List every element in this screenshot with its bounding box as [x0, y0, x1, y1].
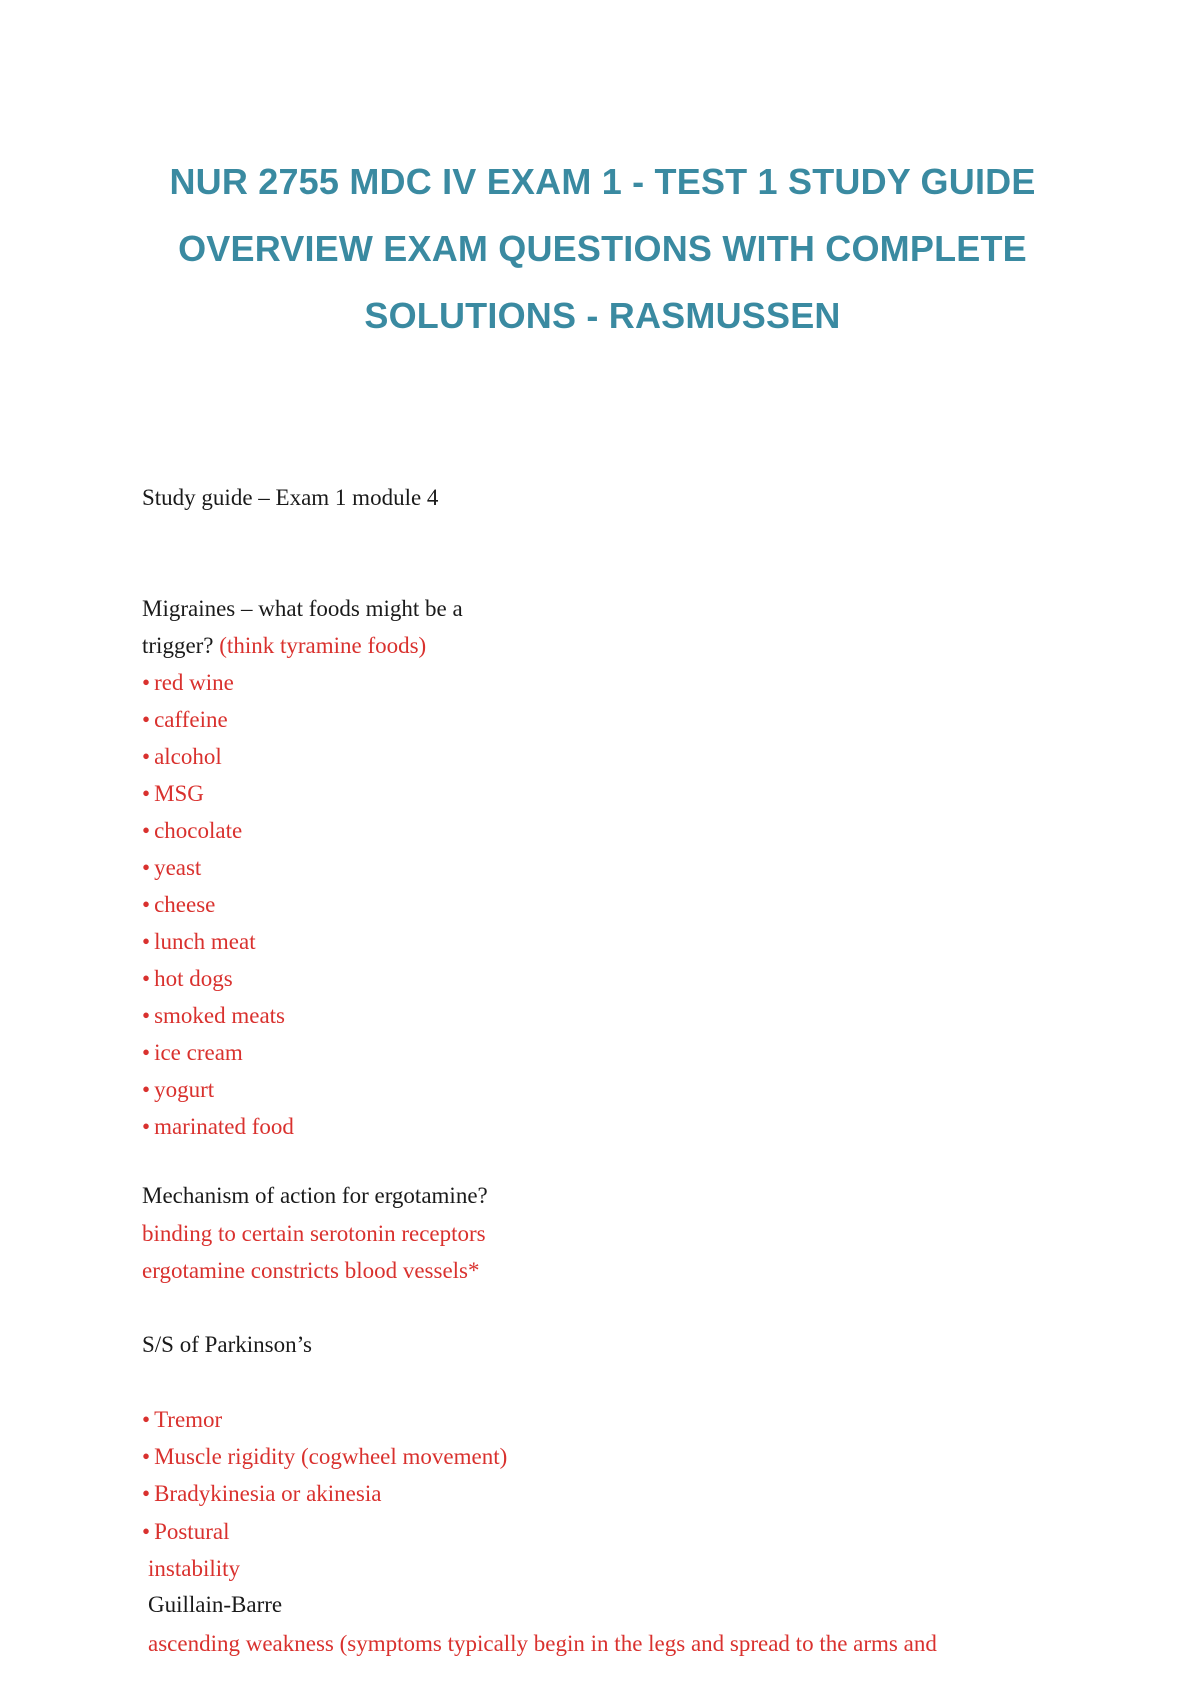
list-item: [142, 816, 242, 846]
bullet-icon: •: [142, 1003, 151, 1028]
symptom-label: Postural: [154, 1519, 230, 1544]
ergotamine-question: Mechanism of action for ergotamine?: [142, 1183, 488, 1208]
trigger-label: MSG: [154, 781, 204, 806]
bullet-icon: •: [142, 1040, 151, 1065]
document-title: [150, 148, 1055, 349]
bullet-icon: •: [142, 781, 151, 806]
ergotamine-answer-2: ergotamine constricts blood vessels*: [142, 1258, 480, 1283]
list-item: [142, 705, 228, 735]
trigger-label: yeast: [154, 855, 202, 880]
list-item: [142, 742, 222, 772]
bullet-icon: •: [142, 966, 151, 991]
bullet-icon: •: [142, 1114, 151, 1139]
ergotamine-answer-1: binding to certain serotonin receptors: [142, 1221, 486, 1246]
bullet-icon: •: [142, 707, 151, 732]
bullet-icon: •: [142, 670, 151, 695]
list-item: [142, 964, 233, 994]
list-item: [142, 890, 215, 920]
trigger-label: ice cream: [154, 1040, 243, 1065]
bullet-icon: •: [142, 1519, 151, 1544]
symptom-label: Tremor: [154, 1407, 223, 1432]
migraines-hint: (think tyramine foods): [219, 633, 427, 658]
list-item: [142, 1442, 507, 1472]
list-item: [142, 779, 204, 809]
migraines-question-line-1: Migraines – what foods might be a: [142, 596, 463, 621]
study-guide-subtitle: Study guide – Exam 1 module 4: [142, 485, 439, 510]
guillain-barre-answer: ascending weakness (symptoms typically begin in the legs and spread to the arms and: [148, 1631, 937, 1656]
guillain-barre-heading: Guillain-Barre: [148, 1592, 283, 1617]
bullet-icon: •: [142, 929, 151, 954]
bullet-icon: •: [142, 1407, 151, 1432]
title-line-2: OVERVIEW EXAM QUESTIONS WITH COMPLETE: [178, 228, 1027, 269]
trigger-label: chocolate: [154, 818, 243, 843]
list-item: [142, 1405, 222, 1435]
trigger-label: yogurt: [154, 1077, 215, 1102]
migraines-question-prefix: trigger?: [142, 633, 220, 658]
title-line-1: NUR 2755 MDC IV EXAM 1 - TEST 1 STUDY GUIDE: [169, 161, 1036, 202]
trigger-label: cheese: [154, 892, 216, 917]
bullet-icon: •: [142, 744, 151, 769]
bullet-icon: •: [142, 1481, 151, 1506]
bullet-icon: •: [142, 855, 151, 880]
trigger-label: smoked meats: [154, 1003, 286, 1028]
symptom-label: Muscle rigidity (cogwheel movement): [154, 1444, 508, 1469]
trigger-label: alcohol: [154, 744, 222, 769]
list-item: [142, 1001, 285, 1031]
list-item: [142, 853, 201, 883]
title-line-3: SOLUTIONS - RASMUSSEN: [364, 295, 841, 336]
list-item: [142, 1075, 214, 1105]
trigger-label: caffeine: [154, 707, 228, 732]
list-item: [142, 1038, 243, 1068]
list-item: [142, 1517, 229, 1547]
parkinsons-heading: S/S of Parkinson’s: [142, 1332, 312, 1357]
trigger-label: marinated food: [154, 1114, 294, 1139]
bullet-icon: •: [142, 818, 151, 843]
list-item: [142, 1112, 294, 1142]
list-item: [142, 1479, 381, 1509]
list-item: [142, 927, 256, 957]
trigger-label: lunch meat: [154, 929, 256, 954]
parkinsons-continuation: instability: [148, 1556, 240, 1581]
list-item: [142, 668, 234, 698]
bullet-icon: •: [142, 1077, 151, 1102]
bullet-icon: •: [142, 892, 151, 917]
trigger-label: hot dogs: [154, 966, 233, 991]
trigger-label: red wine: [154, 670, 234, 695]
bullet-icon: •: [142, 1444, 151, 1469]
symptom-label: Bradykinesia or akinesia: [154, 1481, 382, 1506]
migraines-question-line-2: [142, 631, 426, 661]
